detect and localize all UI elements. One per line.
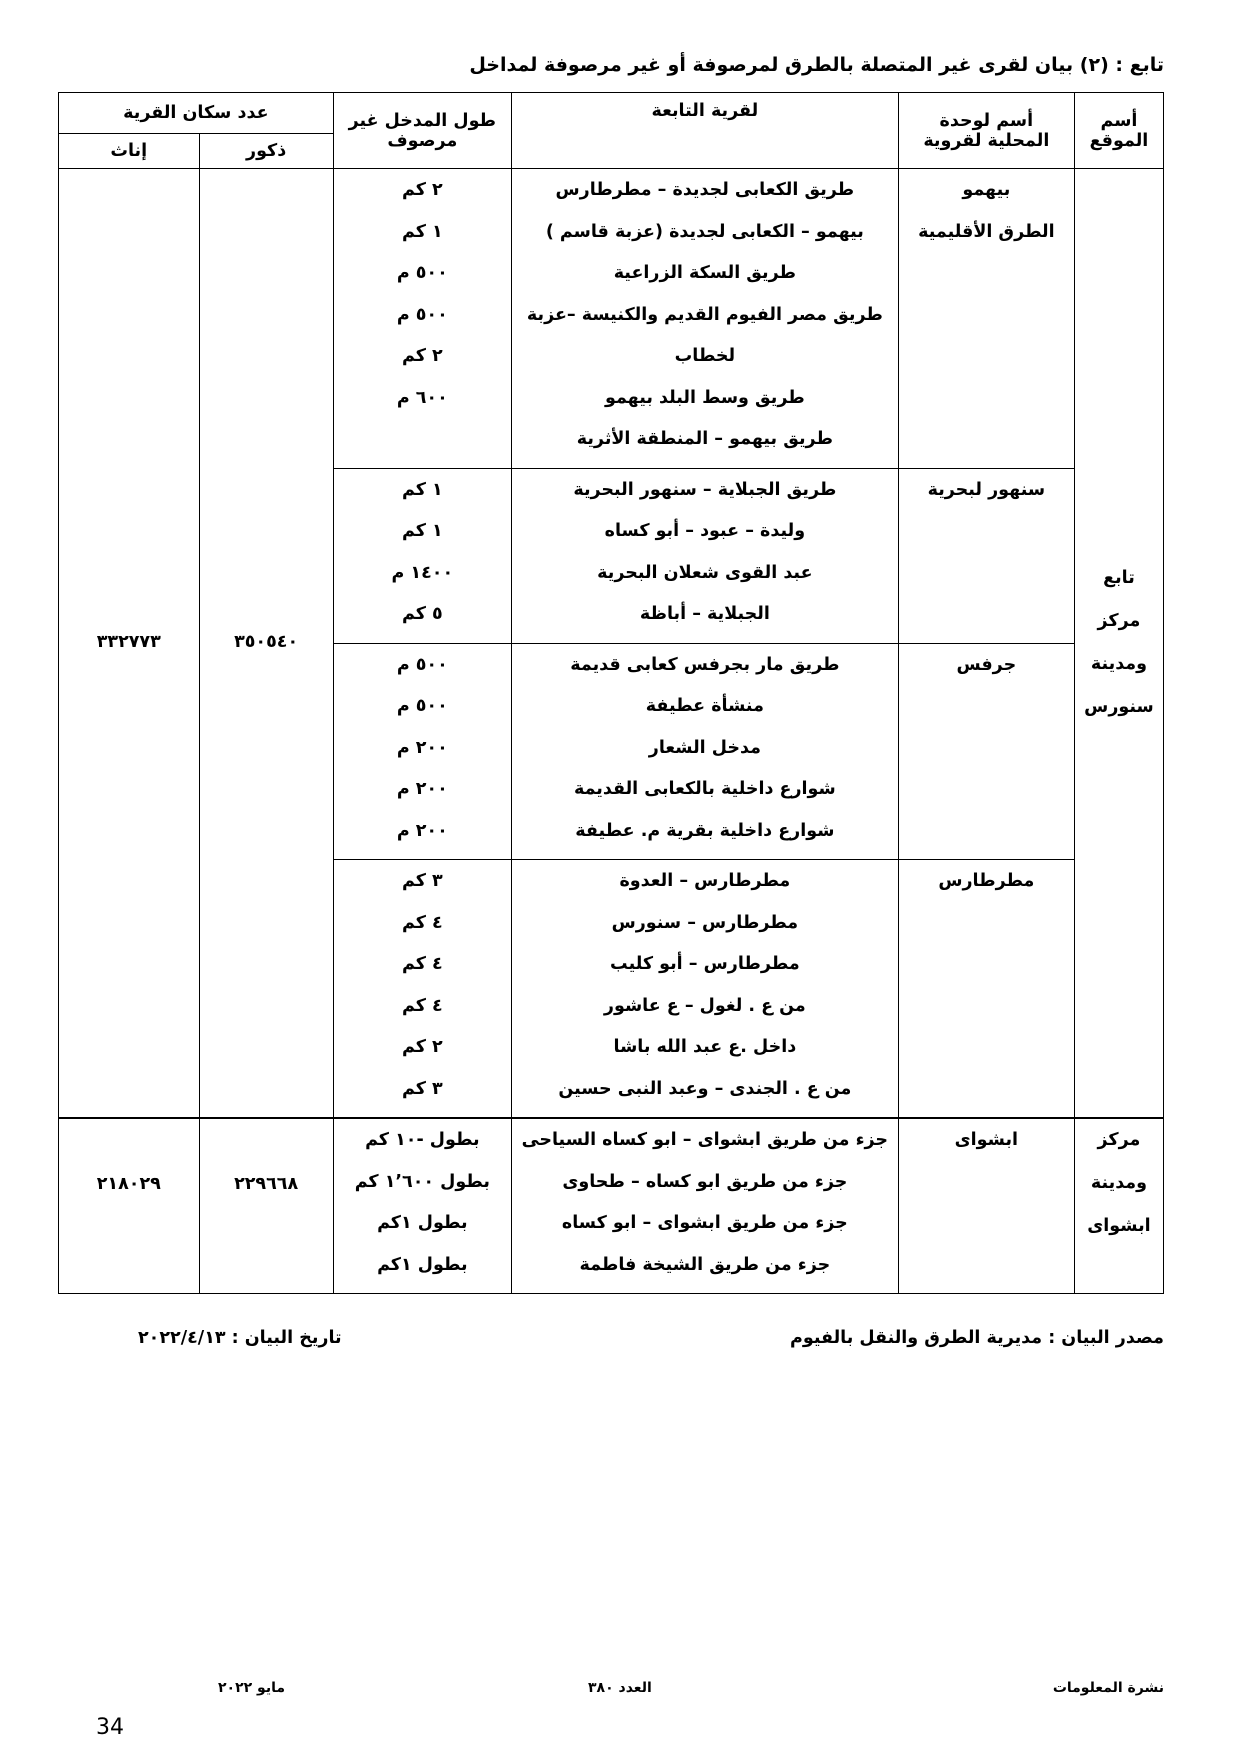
unit-cell: جرفس bbox=[898, 643, 1074, 860]
length-cell: ٢ كم ١ كم ٥٠٠ م ٥٠٠ م ٢ كم ٦٠٠ م bbox=[333, 169, 511, 469]
publication-name: نشرة المعلومات bbox=[1052, 1680, 1164, 1696]
header-males: ذكور bbox=[199, 134, 333, 169]
length-cell: ٣ كم ٤ كم ٤ كم ٤ كم ٢ كم ٣ كم bbox=[333, 860, 511, 1119]
header-village: لقرية التابعة bbox=[511, 93, 898, 169]
header-population: عدد سكان القرية bbox=[59, 93, 334, 134]
header-site: أسم الموقع bbox=[1074, 93, 1163, 169]
issue-month: مايو ٢٠٢٢ bbox=[218, 1680, 286, 1696]
site-cell: تابع مركز ومدينة سنورس bbox=[1074, 169, 1163, 1119]
issue-number: العدد ٣٨٠ bbox=[588, 1680, 652, 1696]
males-cell: ٣٥٠٥٤٠ bbox=[199, 169, 333, 1119]
table-row bbox=[59, 169, 1164, 469]
header-length: طول المدخل غير مرصوف bbox=[333, 93, 511, 169]
males-cell: ٢٢٩٦٦٨ bbox=[199, 1118, 333, 1294]
village-cell: طريق الجبلاية – سنهور البحرية وليدة – عبود – أبو كساه عبد القوى شعلان البحرية الجبلاية – أباظة bbox=[511, 468, 898, 643]
unit-cell: ابشواى bbox=[898, 1118, 1074, 1294]
site-cell: مركز ومدينة ابشواى bbox=[1074, 1118, 1163, 1294]
table-row bbox=[59, 1118, 1164, 1294]
unit-cell: سنهور لبحرية bbox=[898, 468, 1074, 643]
length-cell: ١ كم ١ كم ١٤٠٠ م ٥ كم bbox=[333, 468, 511, 643]
females-cell: ٢١٨٠٢٩ bbox=[59, 1118, 200, 1294]
length-cell: ٥٠٠ م ٥٠٠ م ٢٠٠ م ٢٠٠ م ٢٠٠ م bbox=[333, 643, 511, 860]
village-cell: طريق الكعابى لجديدة – مطرطارس بيهمو – الكعابى لجديدة (عزبة قاسم ) طريق السكة الزراعية طريق مصر الفيوم القديم والكنيسة –عزبة لخطاب طريق وسط البلد بيهمو طريق بيهمو – المنطقة الأثرية bbox=[511, 169, 898, 469]
village-cell: جزء من طريق ابشواى – ابو كساه السياحى جزء من طريق ابو كساه – طحاوى جزء من طريق ابشواى – ابو كساه جزء من طريق الشيخة فاطمة bbox=[511, 1118, 898, 1294]
data-source: مصدر البيان : مديرية الطرق والنقل بالفيوم bbox=[790, 1328, 1164, 1348]
unit-cell: بيهمو الطرق الأقليمية bbox=[898, 169, 1074, 469]
females-cell: ٣٣٢٧٧٣ bbox=[59, 169, 200, 1119]
villages-table bbox=[58, 92, 1164, 1294]
village-cell: طريق مار بجرفس كعابى قديمة منشأة عطيفة مدخل الشعار شوارع داخلية بالكعابى القديمة شوارع داخلية بقرية م. عطيفة bbox=[511, 643, 898, 860]
village-cell: مطرطارس – العدوة مطرطارس – سنورس مطرطارس – أبو كليب من ع . لغول – ع عاشور داخل .ع عبد الله باشا من ع . الجندى – وعبد النبى حسين bbox=[511, 860, 898, 1119]
page-title: تابع : (٢) بيان لقرى غير المتصلة بالطرق لمرصوفة أو غير مرصوفة لمداخل bbox=[469, 54, 1164, 76]
header-unit: أسم لوحدة المحلية لقروية bbox=[898, 93, 1074, 169]
header-females: إناث bbox=[59, 134, 200, 169]
page-number: 34 bbox=[96, 1715, 124, 1740]
unit-cell: مطرطارس bbox=[898, 860, 1074, 1119]
length-cell: بطول -١٠ كم بطول ١٬٦٠٠ كم بطول ١كم بطول ١كم bbox=[333, 1118, 511, 1294]
data-date: تاريخ البيان : ٢٠٢٢/٤/١٣ bbox=[138, 1328, 342, 1348]
